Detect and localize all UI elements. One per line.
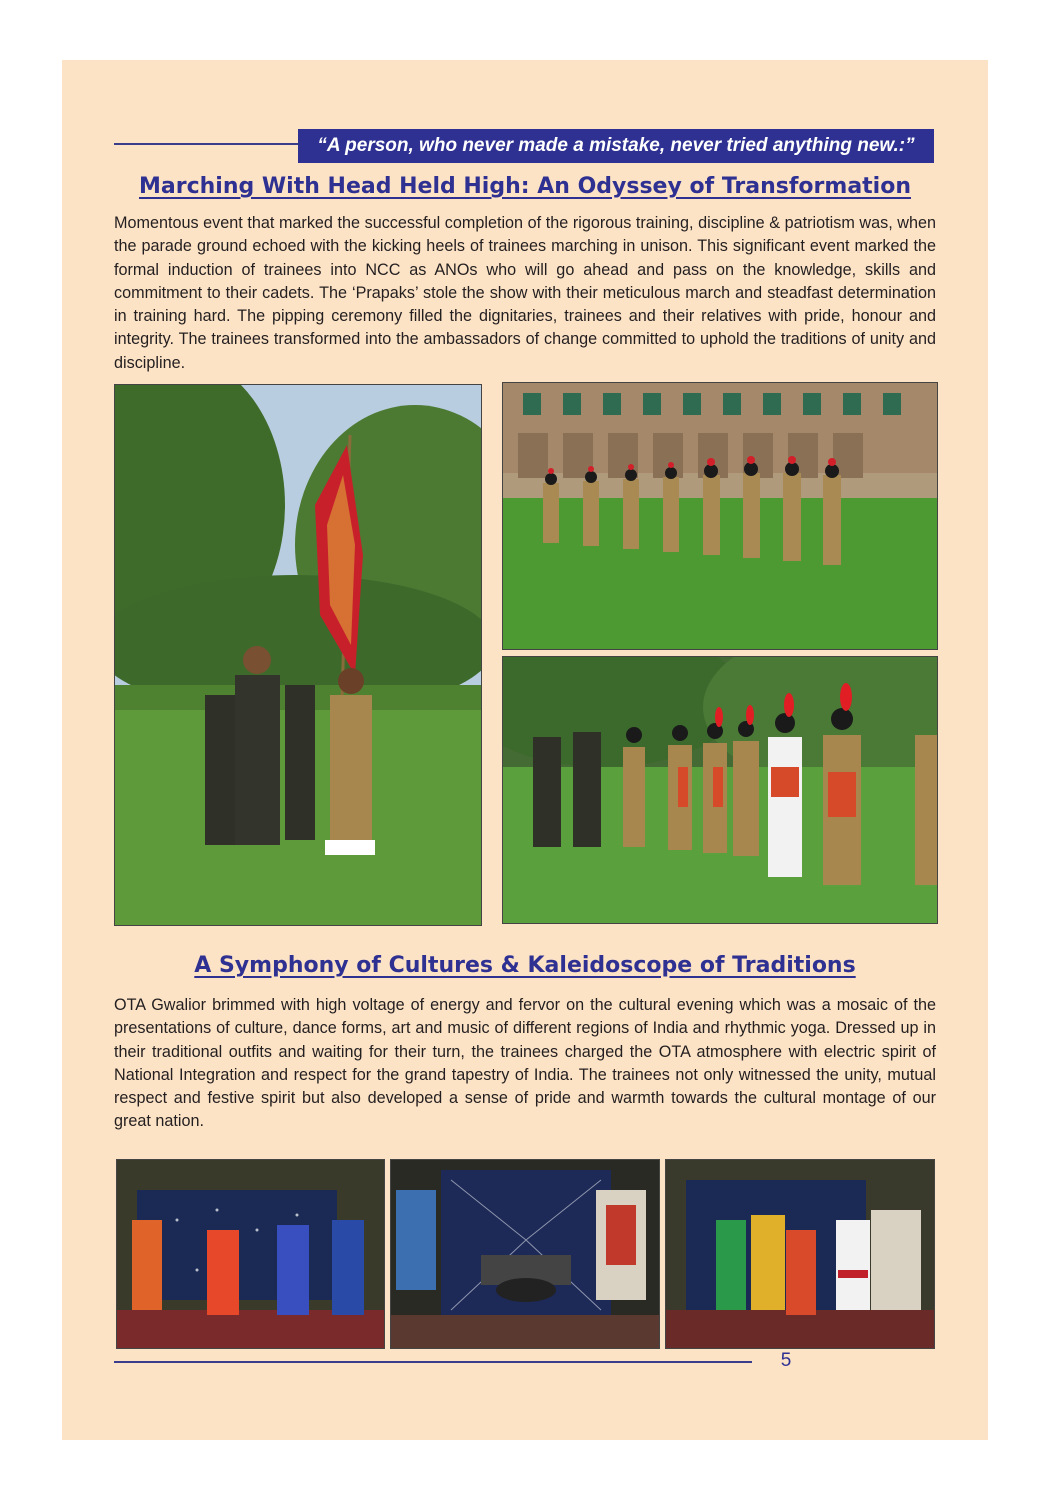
section-title-marching: Marching With Head Held High: An Odyssey of Transformation <box>138 174 911 199</box>
section-body-marching: Momentous event that marked the successful completion of the rigorous training, discipline & patriotism was, when the parade ground echoed with the kicking heels of trainees marching in unison. This significant event marked the formal induction of trainees into NCC as ANOs who will go ahead and pass on the knowledge, skills and commitment to their cadets. The ‘Prapaks’ stole the show with their meticulous march and steadfast determination in training hard. The pipping ceremony filled the dignitaries, trainees and their relatives with pride, honour and integrity. The trainees transformed into the ambassadors of change committed to uphold the traditions of unity and discipline. <box>114 214 936 372</box>
top-divider <box>114 143 302 145</box>
photo-cultural-dance-2 <box>665 1159 935 1349</box>
bottom-divider <box>114 1361 752 1363</box>
photo-cultural-yoga <box>390 1159 660 1349</box>
section-title-cultures: A Symphony of Cultures & Kaleidoscope of Traditions <box>194 953 856 978</box>
page-number: 5 <box>780 1350 792 1371</box>
page <box>62 60 988 1440</box>
quote-banner: “A person, who never made a mistake, never tried anything new.:” <box>298 129 934 163</box>
photo-cultural-dance-1 <box>116 1159 385 1349</box>
photo-flag-ceremony <box>114 384 482 926</box>
photo-march-past <box>502 382 938 650</box>
section-body-cultures: OTA Gwalior brimmed with high voltage of energy and fervor on the cultural evening which was a mosaic of the presentations of culture, dance forms, art and music of different regions of India and rhythmic yoga. Dressed up in their traditional outfits and waiting for their turn, the trainees charged the OTA atmosphere with electric spirit of National Integration and respect for the grand tapestry of India. The trainees not only witnessed the unity, mutual respect and festive spirit but also developed a sense of pride and warmth towards the cultural montage of our great nation. <box>114 996 936 1131</box>
photo-pipping-ceremony <box>502 656 938 924</box>
